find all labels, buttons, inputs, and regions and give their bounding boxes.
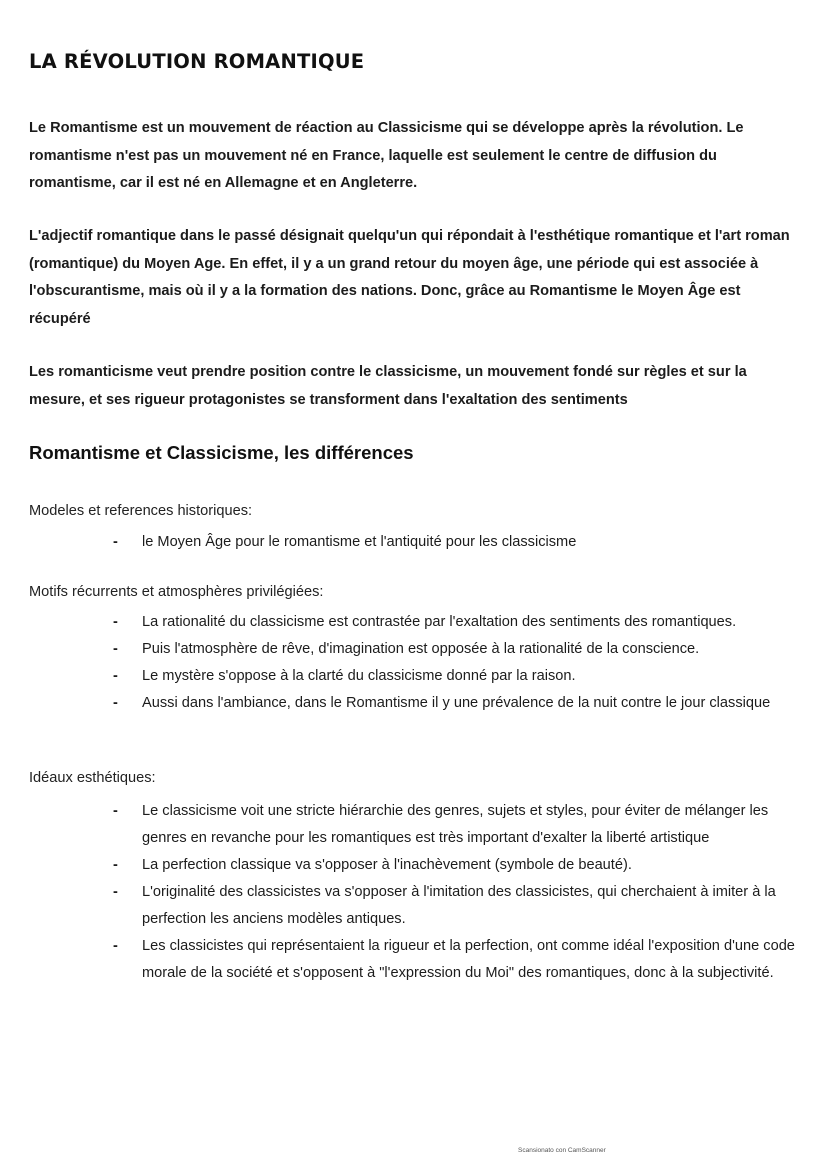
list-item <box>113 529 803 556</box>
list-item-text: Le classicisme voit une stricte hiérarchie des genres, sujets et styles, pour éviter de mélanger les genres en revanche pour les romantiques est très important d'exalter la liberté artistique <box>142 803 769 846</box>
list-item-text: le Moyen Âge pour le romantisme et l'antiquité pour les classicisme <box>142 534 577 550</box>
list-item <box>113 609 803 636</box>
section-label-aesthetic-ideals: Idéaux esthétiques: <box>29 770 156 786</box>
historical-models-list <box>113 529 803 556</box>
document-title: LA RÉVOLUTION ROMANTIQUE <box>29 50 365 73</box>
bullet-dash: - <box>113 938 118 954</box>
scanner-footer: Scansionato con CamScanner <box>518 1147 606 1154</box>
list-item <box>113 690 803 717</box>
section-label-historical-models: Modeles et references historiques: <box>29 503 253 519</box>
list-item-text: Le mystère s'oppose à la clarté du classicisme donné par la raison. <box>142 668 576 684</box>
list-item <box>113 636 803 663</box>
position-paragraph: Les romanticisme veut prendre position contre le classicisme, un mouvement fondé sur règles et sur la mesure, et ses rigueur protagonistes se transforment dans l'exaltation des sentiments <box>29 364 747 408</box>
list-item-text: La perfection classique va s'opposer à l'inachèvement (symbole de beauté). <box>142 857 632 873</box>
differences-heading: Romantisme et Classicisme, les différences <box>29 442 414 463</box>
list-item <box>113 663 803 690</box>
bullet-dash: - <box>113 668 118 684</box>
bullet-dash: - <box>113 695 118 711</box>
section-label-motifs: Motifs récurrents et atmosphères privilégiées: <box>29 584 324 600</box>
list-item <box>113 879 803 933</box>
list-item-text: Les classicistes qui représentaient la rigueur et la perfection, ont comme idéal l'exposition d'une code morale de la société et s'opposent à "l'expression du Moi" des romantiques, donc à la subjectivité. <box>142 938 795 981</box>
list-item <box>113 933 803 987</box>
bullet-dash: - <box>113 641 118 657</box>
bullet-dash: - <box>113 534 118 550</box>
bullet-dash: - <box>113 803 118 819</box>
intro-paragraph: Le Romantisme est un mouvement de réaction au Classicisme qui se développe après la révolution. Le romantisme n'est pas un mouvement né en France, laquelle est seulement le centre de diffusion du romantisme, car il est né en Allemagne et en Angleterre. <box>29 120 744 191</box>
bullet-dash: - <box>113 857 118 873</box>
motifs-list <box>113 609 803 717</box>
list-item-text: La rationalité du classicisme est contrastée par l'exaltation des sentiments des romantiques. <box>142 614 737 630</box>
bullet-dash: - <box>113 884 118 900</box>
list-item-text: Aussi dans l'ambiance, dans le Romantisme il y une prévalence de la nuit contre le jour classique <box>142 695 771 711</box>
aesthetic-ideals-list <box>113 798 803 987</box>
list-item <box>113 852 803 879</box>
list-item <box>113 798 803 852</box>
list-item-text: Puis l'atmosphère de rêve, d'imagination est opposée à la rationalité de la conscience. <box>142 641 700 657</box>
list-item-text: L'originalité des classicistes va s'opposer à l'imitation des classicistes, qui cherchaient à imiter à la perfection les anciens modèles antiques. <box>142 884 776 927</box>
adjective-paragraph: L'adjectif romantique dans le passé désignait quelqu'un qui répondait à l'esthétique romantique et l'art roman (romantique) du Moyen Age. En effet, il y a un grand retour du moyen âge, une période qui est associée à l'obscurantisme, mais où il y a la formation des nations. Donc, grâce au Romantisme le Moyen Âge est récupéré <box>29 228 790 327</box>
bullet-dash: - <box>113 614 118 630</box>
